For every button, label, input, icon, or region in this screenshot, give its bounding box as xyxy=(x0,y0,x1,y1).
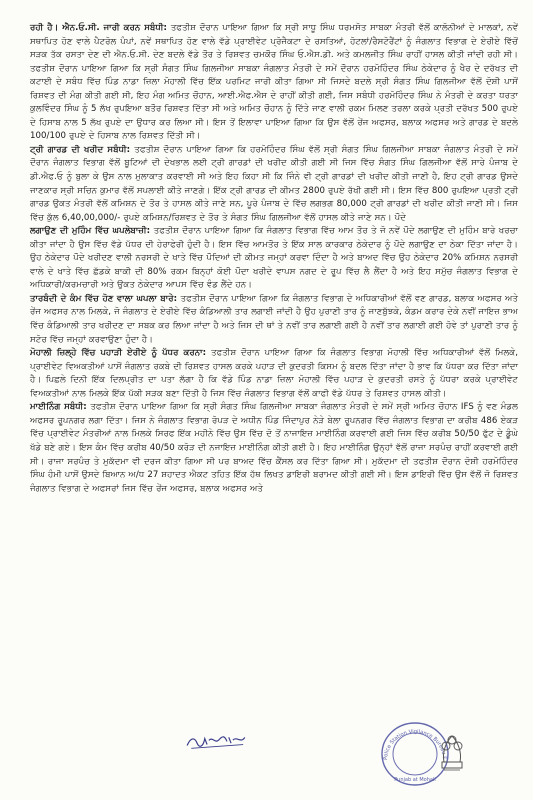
heading-tree-guard: ਟ੍ਰੀ ਗਾਰਡ ਦੀ ਖਰੀਦ ਸਬੰਧੀ: xyxy=(30,144,135,155)
paragraph-noc xyxy=(30,22,518,144)
paragraph-hill-levelling xyxy=(30,347,518,401)
paragraph-mining-text: ਤਫਤੀਸ਼ ਦੌਰਾਨ ਪਾਇਆ ਗਿਆ ਕਿ ਸ੍ਰੀ ਸੰਗਤ ਸਿੰਘ ਗਿਲਜੀਆ ਸਾਬਕਾ ਜੰਗਲਾਤ ਮੰਤਰੀ ਦੇ ਸਮੇਂ ਸ੍ਰੀ ਅਮਿਤ ਚੌਹਾਨ IFS ਨੂੰ ਵਣ ਮੰਡਲ ਅਫਸਰ ਰੂਪਨਗਰ ਲਗਾ ਦਿੱਤਾ। ਜਿਸ ਨੇ ਜੰਗਲਾਤ ਵਿਭਾਗ ਰੋਪੜ ਦੇ ਅਧੀਨ ਪਿੰਡ ਜਿੰਦਾਪੁਰ ਨੇੜੇ ਬੇਲਾ ਰੂਪਨਗਰ ਵਿੱਚ ਜੰਗਲਾਤ ਵਿਭਾਗ ਦਾ ਕਰੀਬ 486 ਏਕੜ ਵਿੱਚ ਪ੍ਰਾਈਵੇਟ ਮੰਤਰੀਆਂ ਨਾਲ ਮਿਲਕੇ ਸਿਰਫ ਇੱਕ ਮਹੀਨੇ ਵਿੱਚ ਉਸ ਵਿੱਚ ਦੋ ਤੋਂ ਨਾਜਾਇਜ਼ ਮਾਈਨਿੰਗ ਕਰਵਾਈ ਗਈ ਜਿਸ ਵਿੱਚ ਕਰੀਬ 50/50 ਫੁੱਟ ਦੇ ਡੂੰਘੇ ਖੱਡੇ ਬਣੇ ਗਏ। ਇਸ ਕੰਮ ਵਿੱਚ ਕਰੀਬ 40/50 ਕਰੋੜ ਦੀ ਨਜਾਇਜ਼ ਮਾਈਨਿੰਗ ਕੀਤੀ ਗਈ ਹੈ। ਇਹ ਮਾਈਨਿੰਗ ਉਨ੍ਹਾਂ ਵੱਲੋਂ ਰਾਜਾ ਸਰਪੰਚ ਰਾਹੀਂ ਕਰਵਾਈ ਗਈ ਸੀ। ਰਾਜਾ ਸਰਪੰਚ ਤੇ ਮੁਕੱਦਮਾ ਵੀ ਦਰਜ ਕੀਤਾ ਗਿਆ ਸੀ ਪਰ ਬਾਅਦ ਵਿੱਚ ਕੈਂਸਲ ਕਰ ਦਿੱਤਾ ਗਿਆ ਸੀ। ਮੁਕੱਦਮਾ ਦੀ ਤਫਤੀਸ਼ ਦੌਰਾਨ ਦੋਸ਼ੀ ਹਰਮੋਹਿੰਦਰ ਸਿੰਘ ਹੰਮੀ ਪਾਸੋਂ ਉਸਦੇ ਬਿਆਨ ਅ/ਧ 27 ਸ਼ਹਾਦਤ ਐਕਟ ਤਹਿਤ ਇੱਕ ਹੱਥ ਲਿਖਤ ਡਾਇਰੀ ਬਰਾਮਦ ਕੀਤੀ ਗਈ ਸੀ। ਇਸ ਡਾਇਰੀ ਵਿੱਚ ਉਸ ਵੱਲੋਂ ਜੋ ਰਿਸ਼ਵਤ ਜੰਗਲਾਤ ਵਿਭਾਗ ਦੇ ਅਫਸਰਾਂ ਜਿਸ ਵਿੱਚ ਰੇਂਜ ਅਫਸਰ, ਬਲਾਕ ਅਫਸਰ ਅਤੇ xyxy=(30,402,518,494)
paragraph-hill-levelling-text: ਤਫਤੀਸ਼ ਦੌਰਾਨ ਪਾਇਆ ਗਿਆ ਕਿ ਜੰਗਲਾਤ ਵਿਭਾਗ ਮੋਹਾਲੀ ਵਿੱਚ ਅਧਿਕਾਰੀਆਂ ਵੱਲੋਂ ਮਿਲਕੇ, ਪ੍ਰਾਈਵੇਟ ਵਿਅਕਤੀਆਂ ਪਾਸੋਂ ਜੰਗਲਾਤ ਰਕਬੇ ਦੀ ਰਿਸ਼ਵਤ ਹਾਸਲ ਕਰਕੇ ਪਹਾੜ ਦੀ ਕੁਦਰਤੀ ਕਿਸਮ ਨੂੰ ਬਦਲ ਦਿੱਤਾ ਜਾਂਦਾ ਹੈ ਭਾਵ ਕਿ ਪੱਧਰਾ ਕਰ ਦਿੱਤਾ ਜਾਂਦਾ ਹੈ। ਪਿਛਲੇ ਦਿਨੀ ਇੱਕ ਦਿਲਪ੍ਰੀਤ ਦਾ ਪਤਾ ਲੱਗਾ ਹੈ ਕਿ ਵੱਡੇ ਪਿੰਡ ਨਾਡਾ ਜ਼ਿਲਾ ਮੋਹਾਲੀ ਵਿੱਚ ਪਹਾੜ ਦੇ ਕੁਦਰਤੀ ਰਸਤੇ ਨੂੰ ਪੱਧਰਾ ਕਰਕੇ ਪ੍ਰਾਈਵੇਟ ਵਿਅਕਤੀਆਂ ਨਾਲ ਮਿਲਕੇ ਇੱਕ ਪੱਕੀ ਸੜਕ ਬਣਾ ਦਿੱਤੀ ਹੈ ਜਿਸ ਵਿੱਚ ਜੰਗਲਾਤ ਵਿਭਾਗ ਵੱਲੋਂ ਕਾਫੀ ਵੱਡੇ ਪੱਧਰ ਤੇ ਰਿਸ਼ਵਤ ਹਾਸਲ ਕੀਤੀ। xyxy=(30,348,519,399)
heading-noc: ਰਹੀ ਹੈ। ਐਨ.ਓ.ਸੀ. ਜਾਰੀ ਕਰਨ ਸਬੰਧੀ: xyxy=(30,23,171,33)
handwritten-signature xyxy=(184,730,247,754)
paragraph-noc-text: ਤਫਤੀਸ਼ ਦੌਰਾਨ ਪਾਇਆ ਗਿਆ ਕਿ ਸ੍ਰੀ ਸਾਧੂ ਸਿੰਘ ਧਰਮਸੋਤ ਸਾਬਕਾ ਮੰਤਰੀ ਵੱਲੋਂ ਕਾਲੋਨੀਆਂ ਦੇ ਮਾਲਕਾਂ, ਨਵੇਂ ਸਥਾਪਿਤ ਹੋਣ ਵਾਲੇ ਪੈਟਰੋਲ ਪੰਪਾਂ, ਨਵੇਂ ਸਥਾਪਿਤ ਹੋਣ ਵਾਲੇ ਵੱਡੇ ਪ੍ਰਾਈਵੇਟ ਪ੍ਰੋਜੈਕਟਾ ਦੇ ਰਸਤਿਆਂ, ਹੋਟਲਾਂ/ਰੈਸਟੋਰੈਂਟਾਂ ਨੂੰ ਜੰਗਲਾਤ ਵਿਭਾਗ ਦੇ ਏਰੀਏ ਵਿੱਚੋਂ ਸੜਕ ਤੱਕ ਰਸਤਾ ਦੇਣ ਦੀ ਐਨ.ਓ.ਸੀ. ਦੇਣ ਬਦਲੇ ਵੱਡੇ ਤੌਰ ਤੇ ਰਿਸ਼ਵਤ ਚਮਕੌਰ ਸਿੰਘ ਓ.ਐਸ.ਡੀ. ਅਤੇ ਕਮਲਜੀਤ ਸਿੰਘ ਰਾਹੀਂ ਹਾਸਲ ਕੀਤੀ ਜਾਂਦੀ ਰਹੀ ਸੀ। ਤਫਤੀਸ਼ ਦੌਰਾਨ ਪਾਇਆ ਗਿਆ ਕਿ ਸ੍ਰੀ ਸੰਗਤ ਸਿੰਘ ਗਿਲਜੀਆ ਸਾਬਕਾ ਜੰਗਲਾਤ ਮੰਤਰੀ ਦੇ ਸਮੇਂ ਦੌਰਾਨ ਹਰਮੋਹਿੰਦਰ ਸਿੰਘ ਠੇਕੇਦਾਰ ਨੂੰ ਖੈਰ ਦੇ ਦਰੱਖਤ ਦੀ ਕਟਾਈ ਦੇ ਸਬੰਧ ਵਿੱਚ ਪਿੰਡ ਨਾਡਾ ਜ਼ਿਲਾ ਮੋਹਾਲੀ ਵਿੱਚ ਇੱਕ ਪਰਮਿਟ ਜਾਰੀ ਕੀਤਾ ਗਿਆ ਸੀ ਜਿਸਦੇ ਬਦਲੇ ਸ੍ਰੀ ਸੰਗਤ ਸਿੰਘ ਗਿਲਜੀਆ ਵੱਲੋਂ ਦੋਸ਼ੀ ਪਾਸੋਂ ਰਿਸ਼ਵਤ ਦੀ ਮੰਗ ਕੀਤੀ ਗਈ ਸੀ, ਇਹ ਮੰਗ ਅਮਿਤ ਚੌਹਾਨ, ਆਈ.ਐਫ.ਐਸ ਦੇ ਰਾਹੀਂ ਕੀਤੀ ਗਈ, ਜਿਸ ਸਬੰਧੀ ਹਰਮੋਹਿੰਦਰ ਸਿੰਘ ਨੇ ਮੰਤਰੀ ਦੇ ਕਰਤਾ ਧਰਤਾ ਕੁਲਵਿੰਦਰ ਸਿੰਘ ਨੂੰ 5 ਲੱਖ ਰੁਪਇਆ ਬਤੌਰ ਰਿਸ਼ਵਤ ਦਿੱਤਾ ਸੀ ਅਤੇ ਅਮਿਤ ਚੌਹਾਨ ਨੂੰ ਦਿੱਤੇ ਜਾਣ ਵਾਲੀ ਰਕਮ ਮਿਲਣ ਤਰਲਾ ਕਰਕੇ ਪ੍ਰਤੀ ਦਰੱਖਤ 500 ਰੁਪਏ ਦੇ ਹਿਸਾਬ ਨਾਲ 5 ਲੱਖ ਰੁਪਏ ਦਾ ਉਧਾਰ ਕਰ ਲਿਆ ਸੀ। ਇਸ ਤੋਂ ਇਲਾਵਾ ਪਾਇਆ ਗਿਆ ਕਿ ਉਸ ਵੱਲੋਂ ਰੇਂਜ ਅਫਸਰ, ਬਲਾਕ ਅਫਸਰ ਅਤੇ ਗਾਰਡ ਦੇ ਬਦਲੇ 100/100 ਰੁਪਏ ਦੇ ਹਿਸਾਬ ਨਾਲ ਰਿਸ਼ਵਤ ਦਿੱਤੀ ਸੀ। xyxy=(30,23,518,142)
stamp-lettering: Police Station Vigilance Bureau F xyxy=(382,728,448,761)
document-body xyxy=(30,22,518,496)
heading-hill-levelling: ਮੋਹਾਲੀ ਜ਼ਿਲ੍ਹੇ ਵਿੱਚ ਪਹਾੜੀ ਏਰੀਏ ਨੂੰ ਪੱਧਰ ਕਰਨਾ: xyxy=(30,348,212,359)
signature-scribble xyxy=(184,730,247,751)
paragraph-tree-guard xyxy=(30,144,518,225)
heading-plantation: ਲਗਾਉਣ ਦੀ ਮੁਹਿੰਮ ਵਿੱਚ ਘਪਲੇਬਾਜ਼ੀ: xyxy=(30,226,154,237)
svg-text:Punjab at Mohali: Punjab at Mohali xyxy=(394,777,436,783)
heading-fencing: ਤਾਰਬੰਦੀ ਦੇ ਕੰਮ ਵਿੱਚ ਹੋਣ ਵਾਲਾ ਘਪਲਾ ਬਾਰੇ: xyxy=(30,293,181,304)
paragraph-mining xyxy=(30,401,518,496)
paragraph-tree-guard-text: ਤਫਤੀਸ਼ ਦੌਰਾਨ ਪਾਇਆ ਗਿਆ ਕਿ ਹਰਮੋਹਿੰਦਰ ਸਿੰਘ ਵੱਲੋਂ ਸ੍ਰੀ ਸੰਗਤ ਸਿੰਘ ਗਿਲਜੀਆ ਸਾਬਕਾ ਜੰਗਲਾਤ ਮੰਤਰੀ ਦੇ ਸਮੇਂ ਦੌਰਾਨ ਜੰਗਲਾਤ ਵਿਭਾਗ ਵੱਲੋਂ ਬੂਟਿਆਂ ਦੀ ਦੇਖਭਾਲ ਲਈ ਟ੍ਰੀ ਗਾਰਡਾਂ ਦੀ ਖਰੀਦ ਕੀਤੀ ਗਈ ਸੀ ਜਿਸ ਵਿੱਚ ਸੰਗਤ ਸਿੰਘ ਗਿਲਜੀਆ ਵੱਲੋਂ ਸਾਰੇ ਪੰਜਾਬ ਦੇ ਡੀ.ਐਫ.ਓ ਨੂੰ ਬੁਲਾ ਕੇ ਉਸ ਨਾਲ ਮੁਲਾਕਾਤ ਕਰਵਾਈ ਸੀ ਅਤੇ ਇਹ ਕਿਹਾ ਸੀ ਕਿ ਜਿੰਨੇ ਵੀ ਟ੍ਰੀ ਗਾਰਡਾਂ ਦੀ ਖਰੀਦ ਕੀਤੀ ਜਾਣੀ ਹੈ, ਇਹ ਟ੍ਰੀ ਗਾਰਡ ਉਸਦੇ ਜਾਣਕਾਰ ਸ੍ਰੀ ਸਚਿਨ ਕੁਮਾਰ ਵੱਲੋਂ ਸਪਲਾਈ ਕੀਤੇ ਜਾਣਗੇ। ਇੱਕ ਟ੍ਰੀ ਗਾਰਡ ਦੀ ਕੀਮਤ 2800 ਰੁਪਏ ਰੱਖੀ ਗਈ ਸੀ। ਇਸ ਵਿੱਚ 800 ਰੁਪਇਆ ਪ੍ਰਤੀ ਟ੍ਰੀ ਗਾਰਡ ਉਕਤ ਮੰਤਰੀ ਵੱਲੋਂ ਕਮਿਸ਼ਨ ਦੇ ਤੌਰ ਤੇ ਹਾਸਲ ਕੀਤੇ ਜਾਣੇ ਸਨ, ਪੂਰੇ ਪੰਜਾਬ ਦੇ ਵਿੱਚ ਲਗਭਗ 80,000 ਟ੍ਰੀ ਗਾਰਡਾਂ ਦੀ ਖਰੀਦ ਕੀਤੀ ਜਾਣੀ ਸੀ। ਜਿਸ ਵਿੱਚ ਕੁੱਲ 6,40,00,000/- ਰੁਪਏ ਕਮਿਸ਼ਨ/ਰਿਸ਼ਵਤ ਦੇ ਤੌਰ ਤੇ ਸੰਗਤ ਸਿੰਘ ਗਿਲਜੀਆ ਵੱਲੋਂ ਹਾਸਲ ਕੀਤੇ ਜਾਣੇ ਸਨ। ਪੌਦੇ xyxy=(30,144,518,223)
paragraph-fencing xyxy=(30,293,518,347)
heading-mining: ਮਾਈਨਿੰਗ ਸਬੰਧੀ: xyxy=(30,402,91,413)
paragraph-plantation xyxy=(30,225,518,293)
emblem-icon xyxy=(432,726,472,774)
paragraph-plantation-text: ਤਫਤੀਸ਼ ਦੌਰਾਨ ਪਾਇਆ ਗਿਆ ਕਿ ਜੰਗਲਾਤ ਵਿਭਾਗ ਵਿੱਚ ਆਮ ਤੌਰ ਤੇ ਜੋ ਨਵੇਂ ਪੌਦੇ ਲਗਾਉਣ ਦੀ ਮੁਹਿੰਮ ਬਾਰੇ ਖਰਚਾ ਕੀਤਾ ਜਾਂਦਾ ਹੈ ਉਸ ਵਿੱਚ ਵੱਡੇ ਪੱਧਰ ਦੀ ਹੇਰਾਫੇਰੀ ਹੁੰਦੀ ਹੈ। ਇਸ ਵਿੱਚ ਆਮਤੌਰ ਤੇ ਇੱਕ ਸਾਲ ਕਾਰਕਾਰ ਠੇਕੇਦਾਰ ਨੂੰ ਪੌਦੇ ਲਗਾਉਣ ਦਾ ਠੇਕਾ ਦਿੱਤਾ ਜਾਂਦਾ ਹੈ। ਉਹ ਠੇਕੇਦਾਰ ਪੌਦੇ ਖਰੀਦਣ ਵਾਲੀ ਨਰਸਰੀ ਦੇ ਖਾਤੇ ਵਿੱਚ ਪੌਦਿਆਂ ਦੀ ਕੀਮਤ ਜਮ੍ਹਾਂ ਕਰਵਾ ਦਿੰਦਾ ਹੈ ਅਤੇ ਬਾਅਦ ਵਿੱਚ ਉਹ ਠੇਕੇਦਾਰ 20% ਕਮਿਸ਼ਨ ਨਰਸਰੀ ਵਾਲੇ ਦੇ ਖਾਤੇ ਵਿੱਚ ਛੱਡਕੇ ਬਾਕੀ ਦੀ 80% ਰਕਮ ਬਿਨ੍ਹਾਂ ਕੋਈ ਪੌਦਾ ਖਰੀਦੇ ਵਾਪਸ ਨਗਦ ਦੇ ਰੂਪ ਵਿੱਚ ਲੈ ਲੈਂਦਾ ਹੈ ਅਤੇ ਇਹ ਸਮੁੱਚ ਜੰਗਲਾਤ ਵਿਭਾਗ ਦੇ ਅਧਿਕਾਰੀ/ਕਰਮਚਾਰੀ ਅਤੇ ਉਕਤ ਠੇਕੇਦਾਰ ਆਪਸ ਵਿੱਚ ਵੰਡ ਲੈਂਦੇ ਹਨ। xyxy=(30,226,518,291)
paragraph-fencing-text: ਤਫਤੀਸ਼ ਦੌਰਾਨ ਪਾਇਆ ਗਿਆ ਕਿ ਜੰਗਲਾਤ ਵਿਭਾਗ ਦੇ ਅਧਿਕਾਰੀਆਂ ਵੱਲੋਂ ਵਣ ਗਾਰਡ, ਬਲਾਕ ਅਫਸਰ ਅਤੇ ਰੇਂਜ ਅਫਸਰ ਨਾਲ ਮਿਲਕੇ, ਜੋ ਜੰਗਲਾਤ ਦੇ ਏਰੀਏ ਵਿੱਚ ਕੰਡਿਆਲੀ ਤਾਰ ਲਗਾਈ ਜਾਂਦੀ ਹੈ ਉਹ ਪੁਰਾਣੀ ਤਾਰ ਨੂੰ ਜਾਣਬੁੱਝਕੇ, ਕੰਡਮ ਕਰਾਰ ਦੇਕੇ ਨਵੀਂ ਜਾਇਜ਼ ਭਾਅ ਵਿੱਚ ਕੰਡਿਆਲੀ ਤਾਰ ਖਰੀਦਣ ਦਾ ਸਬਕ ਕਰ ਲਿਆ ਜਾਂਦਾ ਹੈ ਅਤੇ ਜਿਸ ਦੀ ਥਾਂ ਤੇ ਨਵੀਂ ਤਾਰ ਲਗਾਈ ਗਈ ਹੈ ਨਵੀਂ ਤਾਰ ਲਗਾਈ ਗਈ ਹੋਵੇ ਤਾਂ ਪੁਰਾਣੀ ਤਾਰ ਨੂੰ ਸਟੋਰ ਵਿੱਚ ਜਮ੍ਹਾਂ ਕਰਵਾਉਣਾ ਹੁੰਦਾ ਹੈ। xyxy=(30,293,519,345)
